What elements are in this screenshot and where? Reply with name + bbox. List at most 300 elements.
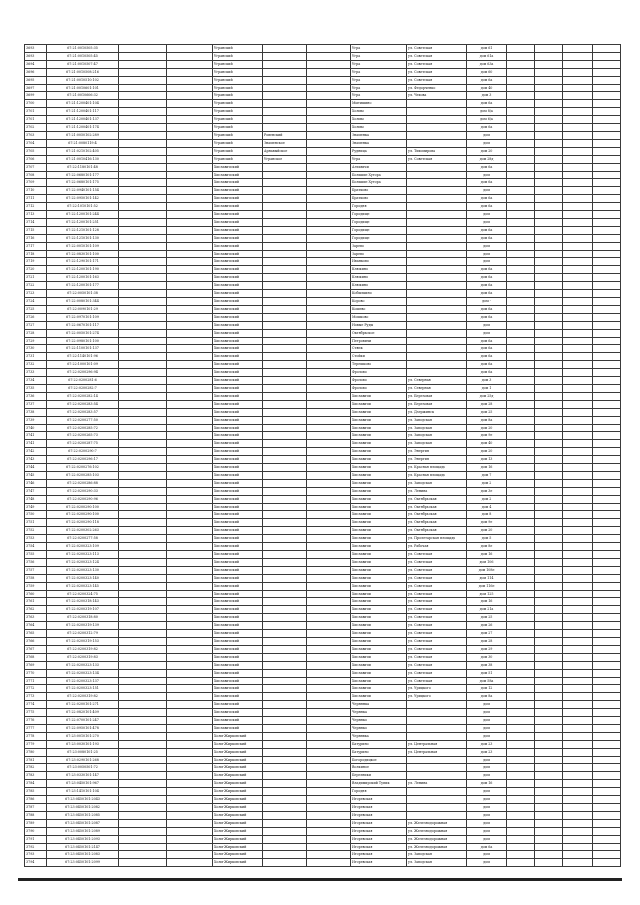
row-number-cell: 3763 bbox=[25, 614, 47, 622]
district-cell: Хиславичский bbox=[213, 637, 263, 645]
col-7-cell bbox=[307, 377, 351, 385]
empty-cell bbox=[535, 511, 563, 519]
settlement-area-cell bbox=[263, 780, 307, 788]
house-cell: дом bbox=[467, 732, 507, 740]
empty-cell bbox=[563, 171, 593, 179]
empty-cell bbox=[593, 772, 621, 780]
empty-cell bbox=[535, 487, 563, 495]
col-4-cell bbox=[167, 108, 213, 116]
table-row bbox=[25, 448, 621, 456]
locality-cell: Городня bbox=[351, 203, 407, 211]
locality-cell: Хиславичи bbox=[351, 558, 407, 566]
district-cell: Хиславичский bbox=[213, 582, 263, 590]
settlement-area-cell bbox=[263, 606, 307, 614]
empty-cell bbox=[507, 606, 535, 614]
house-cell: дом bbox=[467, 717, 507, 725]
locality-cell: Угра bbox=[351, 68, 407, 76]
empty-cell bbox=[507, 503, 535, 511]
locality-cell: Хиславичи bbox=[351, 464, 407, 472]
street-cell bbox=[407, 361, 467, 369]
row-number-cell: 3746 bbox=[25, 479, 47, 487]
empty-cell bbox=[535, 637, 563, 645]
empty-cell bbox=[535, 685, 563, 693]
locality-cell: Черняко bbox=[351, 724, 407, 732]
settlement-area-cell bbox=[263, 669, 307, 677]
col-3-cell bbox=[119, 234, 167, 242]
col-3-cell bbox=[119, 811, 167, 819]
settlement-area-cell bbox=[263, 203, 307, 211]
empty-cell bbox=[563, 131, 593, 139]
district-cell: Холм-Жирковский bbox=[213, 827, 263, 835]
col-7-cell bbox=[307, 361, 351, 369]
col-3-cell bbox=[119, 171, 167, 179]
house-cell: дом 29 bbox=[467, 645, 507, 653]
empty-cell bbox=[563, 527, 593, 535]
locality-cell: Угра bbox=[351, 84, 407, 92]
district-cell: Холм-Жирковский bbox=[213, 835, 263, 843]
col-3-cell bbox=[119, 456, 167, 464]
street-cell: ул. Октябрьская bbox=[407, 527, 467, 535]
settlement-area-cell bbox=[263, 377, 307, 385]
house-cell: дом 3 bbox=[467, 377, 507, 385]
empty-cell bbox=[593, 377, 621, 385]
col-7-cell bbox=[307, 440, 351, 448]
settlement-area-cell bbox=[263, 52, 307, 60]
empty-cell bbox=[507, 582, 535, 590]
col-3-cell bbox=[119, 163, 167, 171]
empty-cell bbox=[593, 116, 621, 124]
empty-cell bbox=[593, 487, 621, 495]
district-cell: Хиславичский bbox=[213, 606, 263, 614]
empty-cell bbox=[563, 52, 593, 60]
cadastral-number-cell: 67:21:0010505:45 bbox=[47, 52, 119, 60]
col-7-cell bbox=[307, 52, 351, 60]
empty-cell bbox=[507, 195, 535, 203]
street-cell bbox=[407, 218, 467, 226]
locality-cell: Холмы bbox=[351, 108, 407, 116]
col-7-cell bbox=[307, 551, 351, 559]
col-7-cell bbox=[307, 543, 351, 551]
locality-cell: Угра bbox=[351, 76, 407, 84]
table-row bbox=[25, 511, 621, 519]
street-cell bbox=[407, 124, 467, 132]
street-cell bbox=[407, 171, 467, 179]
street-cell: ул. Ленина bbox=[407, 487, 467, 495]
settlement-area-cell bbox=[263, 764, 307, 772]
house-cell: дом 20 bbox=[467, 448, 507, 456]
col-4-cell bbox=[167, 171, 213, 179]
table-row bbox=[25, 424, 621, 432]
col-7-cell bbox=[307, 321, 351, 329]
row-number-cell: 3704 bbox=[25, 139, 47, 147]
settlement-area-cell bbox=[263, 313, 307, 321]
col-3-cell bbox=[119, 258, 167, 266]
locality-cell: Хиславичи bbox=[351, 392, 407, 400]
empty-cell bbox=[593, 535, 621, 543]
col-3-cell bbox=[119, 218, 167, 226]
empty-cell bbox=[535, 60, 563, 68]
col-4-cell bbox=[167, 384, 213, 392]
locality-cell: Хиславичи bbox=[351, 511, 407, 519]
col-4-cell bbox=[167, 701, 213, 709]
empty-cell bbox=[593, 92, 621, 100]
settlement-area-cell bbox=[263, 819, 307, 827]
settlement-area-cell bbox=[263, 464, 307, 472]
empty-cell bbox=[507, 313, 535, 321]
row-number-cell: 3747 bbox=[25, 487, 47, 495]
empty-cell bbox=[593, 819, 621, 827]
row-number-cell: 3794 bbox=[25, 859, 47, 867]
house-cell: дом 6а bbox=[467, 353, 507, 361]
empty-cell bbox=[593, 60, 621, 68]
table-row bbox=[25, 780, 621, 788]
cadastral-number-cell: 67:22:0200323:137 bbox=[47, 677, 119, 685]
empty-cell bbox=[507, 788, 535, 796]
col-4-cell bbox=[167, 400, 213, 408]
empty-cell bbox=[507, 590, 535, 598]
district-cell: Угранский bbox=[213, 100, 263, 108]
district-cell: Хиславичский bbox=[213, 226, 263, 234]
cadastral-number-cell: 67:22:0200319:139 bbox=[47, 622, 119, 630]
house-cell: дом 28 bbox=[467, 637, 507, 645]
district-cell: Хиславичский bbox=[213, 487, 263, 495]
table-row bbox=[25, 622, 621, 630]
settlement-area-cell bbox=[263, 234, 307, 242]
settlement-area-cell bbox=[263, 384, 307, 392]
cadastral-number-cell: 67:22:0200282:7 bbox=[47, 384, 119, 392]
empty-cell bbox=[563, 590, 593, 598]
empty-cell bbox=[593, 76, 621, 84]
row-number-cell: 3720 bbox=[25, 266, 47, 274]
empty-cell bbox=[593, 614, 621, 622]
street-cell: ул. Железнодорожная bbox=[407, 827, 467, 835]
col-7-cell bbox=[307, 392, 351, 400]
row-number-cell: 3715 bbox=[25, 226, 47, 234]
house-cell: дом bbox=[467, 242, 507, 250]
empty-cell bbox=[507, 440, 535, 448]
settlement-area-cell bbox=[263, 535, 307, 543]
empty-cell bbox=[507, 764, 535, 772]
col-3-cell bbox=[119, 819, 167, 827]
street-cell bbox=[407, 242, 467, 250]
row-number-cell: 3714 bbox=[25, 218, 47, 226]
house-cell: дом bbox=[467, 772, 507, 780]
empty-cell bbox=[563, 400, 593, 408]
house-cell: дом 6а bbox=[467, 282, 507, 290]
col-3-cell bbox=[119, 582, 167, 590]
settlement-area-cell bbox=[263, 392, 307, 400]
settlement-area-cell bbox=[263, 645, 307, 653]
col-7-cell bbox=[307, 788, 351, 796]
empty-cell bbox=[593, 100, 621, 108]
col-7-cell bbox=[307, 369, 351, 377]
empty-cell bbox=[535, 590, 563, 598]
cadastral-number-cell: 67:21:0010505:35 bbox=[47, 45, 119, 53]
empty-cell bbox=[535, 740, 563, 748]
house-cell: дом 6а bbox=[467, 361, 507, 369]
house-cell: дом 7 bbox=[467, 471, 507, 479]
col-7-cell bbox=[307, 60, 351, 68]
house-cell: дом 116е bbox=[467, 582, 507, 590]
district-cell: Хиславичский bbox=[213, 298, 263, 306]
district-cell: Хиславичский bbox=[213, 677, 263, 685]
row-number-cell: 3705 bbox=[25, 147, 47, 155]
district-cell: Хиславичский bbox=[213, 353, 263, 361]
house-cell: дом 8 bbox=[467, 511, 507, 519]
row-number-cell: 3751 bbox=[25, 519, 47, 527]
house-cell: дом 6а bbox=[467, 226, 507, 234]
table-row bbox=[25, 456, 621, 464]
empty-cell bbox=[593, 266, 621, 274]
col-3-cell bbox=[119, 645, 167, 653]
empty-cell bbox=[535, 211, 563, 219]
street-cell bbox=[407, 353, 467, 361]
locality-cell: Игоревская bbox=[351, 835, 407, 843]
row-number-cell: 3781 bbox=[25, 756, 47, 764]
empty-cell bbox=[563, 60, 593, 68]
empty-cell bbox=[535, 701, 563, 709]
table-row bbox=[25, 218, 621, 226]
table-row bbox=[25, 100, 621, 108]
empty-cell bbox=[535, 345, 563, 353]
empty-cell bbox=[563, 408, 593, 416]
empty-cell bbox=[563, 139, 593, 147]
table-row bbox=[25, 226, 621, 234]
col-3-cell bbox=[119, 298, 167, 306]
col-3-cell bbox=[119, 131, 167, 139]
empty-cell bbox=[507, 551, 535, 559]
col-3-cell bbox=[119, 677, 167, 685]
col-7-cell bbox=[307, 661, 351, 669]
col-7-cell bbox=[307, 211, 351, 219]
table-row bbox=[25, 60, 621, 68]
district-cell: Холм-Жирковский bbox=[213, 843, 263, 851]
locality-cell: Большие Хутора bbox=[351, 179, 407, 187]
col-7-cell bbox=[307, 503, 351, 511]
street-cell: ул. Энергия bbox=[407, 448, 467, 456]
district-cell: Угранский bbox=[213, 131, 263, 139]
house-cell: дом 25 bbox=[467, 408, 507, 416]
district-cell: Хиславичский bbox=[213, 282, 263, 290]
street-cell: ул. Советская bbox=[407, 598, 467, 606]
locality-cell: Хиславичи bbox=[351, 590, 407, 598]
cadastral-number-cell: 67:22:0200296:94 bbox=[47, 369, 119, 377]
empty-cell bbox=[563, 298, 593, 306]
col-3-cell bbox=[119, 282, 167, 290]
empty-cell bbox=[507, 171, 535, 179]
district-cell: Хиславичский bbox=[213, 163, 263, 171]
empty-cell bbox=[507, 60, 535, 68]
locality-cell: Угра bbox=[351, 45, 407, 53]
empty-cell bbox=[535, 226, 563, 234]
district-cell: Хиславичский bbox=[213, 384, 263, 392]
empty-cell bbox=[563, 432, 593, 440]
col-3-cell bbox=[119, 630, 167, 638]
col-7-cell bbox=[307, 187, 351, 195]
cadastral-number-cell: 67:22:0200290:118 bbox=[47, 519, 119, 527]
empty-cell bbox=[507, 45, 535, 53]
house-cell: дом 9е bbox=[467, 519, 507, 527]
street-cell: ул. Березовая bbox=[407, 392, 467, 400]
locality-cell: Хиславичи bbox=[351, 519, 407, 527]
street-cell: ул. Красная площадь bbox=[407, 464, 467, 472]
empty-cell bbox=[535, 282, 563, 290]
locality-cell: Братково bbox=[351, 187, 407, 195]
settlement-area-cell bbox=[263, 45, 307, 53]
col-7-cell bbox=[307, 748, 351, 756]
locality-cell: Клюкино bbox=[351, 266, 407, 274]
cadastral-number-cell: 67:22:0200319:83 bbox=[47, 653, 119, 661]
house-cell: дом 6а bbox=[467, 290, 507, 298]
table-row bbox=[25, 543, 621, 551]
locality-cell: Братково bbox=[351, 195, 407, 203]
locality-cell: Хиславичи bbox=[351, 566, 407, 574]
cadastral-number-cell: 67:22:0200319:82 bbox=[47, 645, 119, 653]
house-cell: дом 20 bbox=[467, 424, 507, 432]
footer-rule bbox=[18, 878, 622, 881]
district-cell: Хиславичский bbox=[213, 400, 263, 408]
district-cell: Холм-Жирковский bbox=[213, 819, 263, 827]
empty-cell bbox=[593, 187, 621, 195]
table-row bbox=[25, 653, 621, 661]
table-row bbox=[25, 76, 621, 84]
col-4-cell bbox=[167, 661, 213, 669]
empty-cell bbox=[563, 535, 593, 543]
col-3-cell bbox=[119, 242, 167, 250]
empty-cell bbox=[535, 432, 563, 440]
empty-cell bbox=[507, 622, 535, 630]
empty-cell bbox=[593, 677, 621, 685]
col-7-cell bbox=[307, 653, 351, 661]
locality-cell: Хиславичи bbox=[351, 653, 407, 661]
row-number-cell: 3784 bbox=[25, 780, 47, 788]
col-3-cell bbox=[119, 203, 167, 211]
cadastral-number-cell: 67:22:1290101:171 bbox=[47, 258, 119, 266]
street-cell bbox=[407, 305, 467, 313]
settlement-area-cell bbox=[263, 511, 307, 519]
empty-cell bbox=[593, 353, 621, 361]
empty-cell bbox=[593, 748, 621, 756]
empty-cell bbox=[593, 313, 621, 321]
locality-cell: Иванково bbox=[351, 258, 407, 266]
cadastral-number-cell: 67:22:0200323:130 bbox=[47, 566, 119, 574]
empty-cell bbox=[535, 772, 563, 780]
empty-cell bbox=[593, 290, 621, 298]
street-cell: ул. Советская bbox=[407, 45, 467, 53]
empty-cell bbox=[593, 740, 621, 748]
row-number-cell: 3723 bbox=[25, 290, 47, 298]
row-number-cell: 3712 bbox=[25, 203, 47, 211]
row-number-cell: 3769 bbox=[25, 661, 47, 669]
empty-cell bbox=[593, 203, 621, 211]
district-cell: Хиславичский bbox=[213, 622, 263, 630]
empty-cell bbox=[535, 52, 563, 60]
empty-cell bbox=[535, 218, 563, 226]
empty-cell bbox=[563, 448, 593, 456]
house-cell: дом 13 bbox=[467, 456, 507, 464]
locality-cell: Терешково bbox=[351, 361, 407, 369]
house-cell: дом 2 bbox=[467, 495, 507, 503]
col-4-cell bbox=[167, 851, 213, 859]
house-cell: дом 8е bbox=[467, 543, 507, 551]
col-4-cell bbox=[167, 321, 213, 329]
empty-cell bbox=[507, 598, 535, 606]
col-3-cell bbox=[119, 756, 167, 764]
col-3-cell bbox=[119, 384, 167, 392]
cadastral-number-cell: 67:22:1010101:52 bbox=[47, 203, 119, 211]
col-7-cell bbox=[307, 709, 351, 717]
street-cell bbox=[407, 195, 467, 203]
locality-cell: Черняко bbox=[351, 717, 407, 725]
col-3-cell bbox=[119, 147, 167, 155]
cadastral-number-cell: 67:22:0200324:75 bbox=[47, 590, 119, 598]
empty-cell bbox=[535, 361, 563, 369]
col-3-cell bbox=[119, 211, 167, 219]
col-7-cell bbox=[307, 827, 351, 835]
cadastral-number-cell: 67:22:0970101:109 bbox=[47, 313, 119, 321]
col-4-cell bbox=[167, 535, 213, 543]
col-7-cell bbox=[307, 92, 351, 100]
locality-cell: Холмы bbox=[351, 124, 407, 132]
empty-cell bbox=[507, 139, 535, 147]
empty-cell bbox=[507, 851, 535, 859]
locality-cell: Хиславичи bbox=[351, 574, 407, 582]
col-7-cell bbox=[307, 717, 351, 725]
col-4-cell bbox=[167, 788, 213, 796]
empty-cell bbox=[535, 622, 563, 630]
col-7-cell bbox=[307, 598, 351, 606]
table-row bbox=[25, 369, 621, 377]
settlement-area-cell bbox=[263, 677, 307, 685]
locality-cell: Зарево bbox=[351, 250, 407, 258]
street-cell bbox=[407, 274, 467, 282]
empty-cell bbox=[593, 432, 621, 440]
empty-cell bbox=[563, 290, 593, 298]
row-number-cell: 3755 bbox=[25, 551, 47, 559]
empty-cell bbox=[535, 835, 563, 843]
empty-cell bbox=[563, 503, 593, 511]
empty-cell bbox=[563, 266, 593, 274]
row-number-cell: 3749 bbox=[25, 503, 47, 511]
street-cell: ул. Железнодорожная bbox=[407, 835, 467, 843]
street-cell: ул. Ленина bbox=[407, 780, 467, 788]
row-number-cell: 3696 bbox=[25, 68, 47, 76]
empty-cell bbox=[535, 598, 563, 606]
settlement-area-cell bbox=[263, 329, 307, 337]
row-number-cell: 3770 bbox=[25, 669, 47, 677]
locality-cell: Хиславичи bbox=[351, 598, 407, 606]
empty-cell bbox=[563, 456, 593, 464]
col-4-cell bbox=[167, 566, 213, 574]
col-7-cell bbox=[307, 448, 351, 456]
street-cell: ул. Чехова bbox=[407, 92, 467, 100]
empty-cell bbox=[535, 384, 563, 392]
empty-cell bbox=[563, 242, 593, 250]
row-number-cell: 3713 bbox=[25, 211, 47, 219]
cadastral-number-cell: 67:22:1200101:190 bbox=[47, 266, 119, 274]
col-7-cell bbox=[307, 226, 351, 234]
col-3-cell bbox=[119, 408, 167, 416]
col-7-cell bbox=[307, 139, 351, 147]
row-number-cell: 3774 bbox=[25, 701, 47, 709]
empty-cell bbox=[507, 187, 535, 195]
empty-cell bbox=[563, 780, 593, 788]
col-3-cell bbox=[119, 574, 167, 582]
district-cell: Угранский bbox=[213, 139, 263, 147]
house-cell: дом 16 bbox=[467, 598, 507, 606]
col-7-cell bbox=[307, 471, 351, 479]
empty-cell bbox=[507, 448, 535, 456]
